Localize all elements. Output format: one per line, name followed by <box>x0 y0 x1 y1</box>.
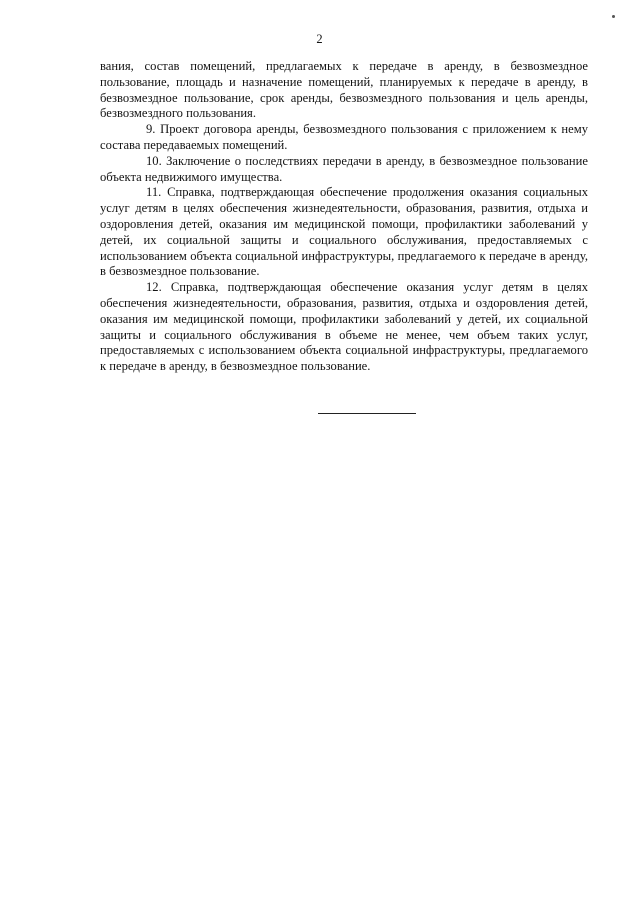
paragraph-continuation: вания, состав помещений, предлагаемых к передаче в аренду, в безвозмездное пользование, площадь и назначение помещений, планируемых к передаче в аренду, в безвозмездное пользование, срок аренды, безвозмездного пользования и цель аренды, безвозмездного пользования. <box>100 59 588 121</box>
paragraph-item-10: 10. Заключение о последствиях передачи в аренду, в безвозмездное пользование объекта недвижимого имущества. <box>100 153 588 184</box>
closing-rule <box>318 413 416 414</box>
paragraph-item-12: 12. Справка, подтверждающая обеспечение оказания услуг детям в целях обеспечения жизнедеятельности, образования, развития, отдыха и оздоровления детей, оказания им медицинской помощи, профилактики заболеваний у детей, их социальной защиты и социального обслуживания в объеме не менее, чем объем таких услуг, предоставляемых с использованием объекта социальной инфраструктуры, предлагаемого к передаче в аренду, в безвозмездное пользование. <box>100 280 588 374</box>
page-number: 2 <box>316 32 323 46</box>
scan-speck <box>612 15 615 18</box>
paragraph-item-9: 9. Проект договора аренды, безвозмездного пользования с приложением к нему состава передаваемых помещений. <box>100 122 588 152</box>
document-body <box>100 59 588 375</box>
paragraph-item-11: 11. Справка, подтверждающая обеспечение продолжения оказания социальных услуг детям в целях обеспечения жизнедеятельности, образования, развития, отдыха и оздоровления детей, оказания им медицинской помощи, профилактики заболеваний у детей, их социальной защиты и социального обслуживания, предоставляемых с использованием объекта социальной инфраструктуры, предлагаемого к передаче в аренду, в безвозмездное пользование. <box>100 185 588 279</box>
